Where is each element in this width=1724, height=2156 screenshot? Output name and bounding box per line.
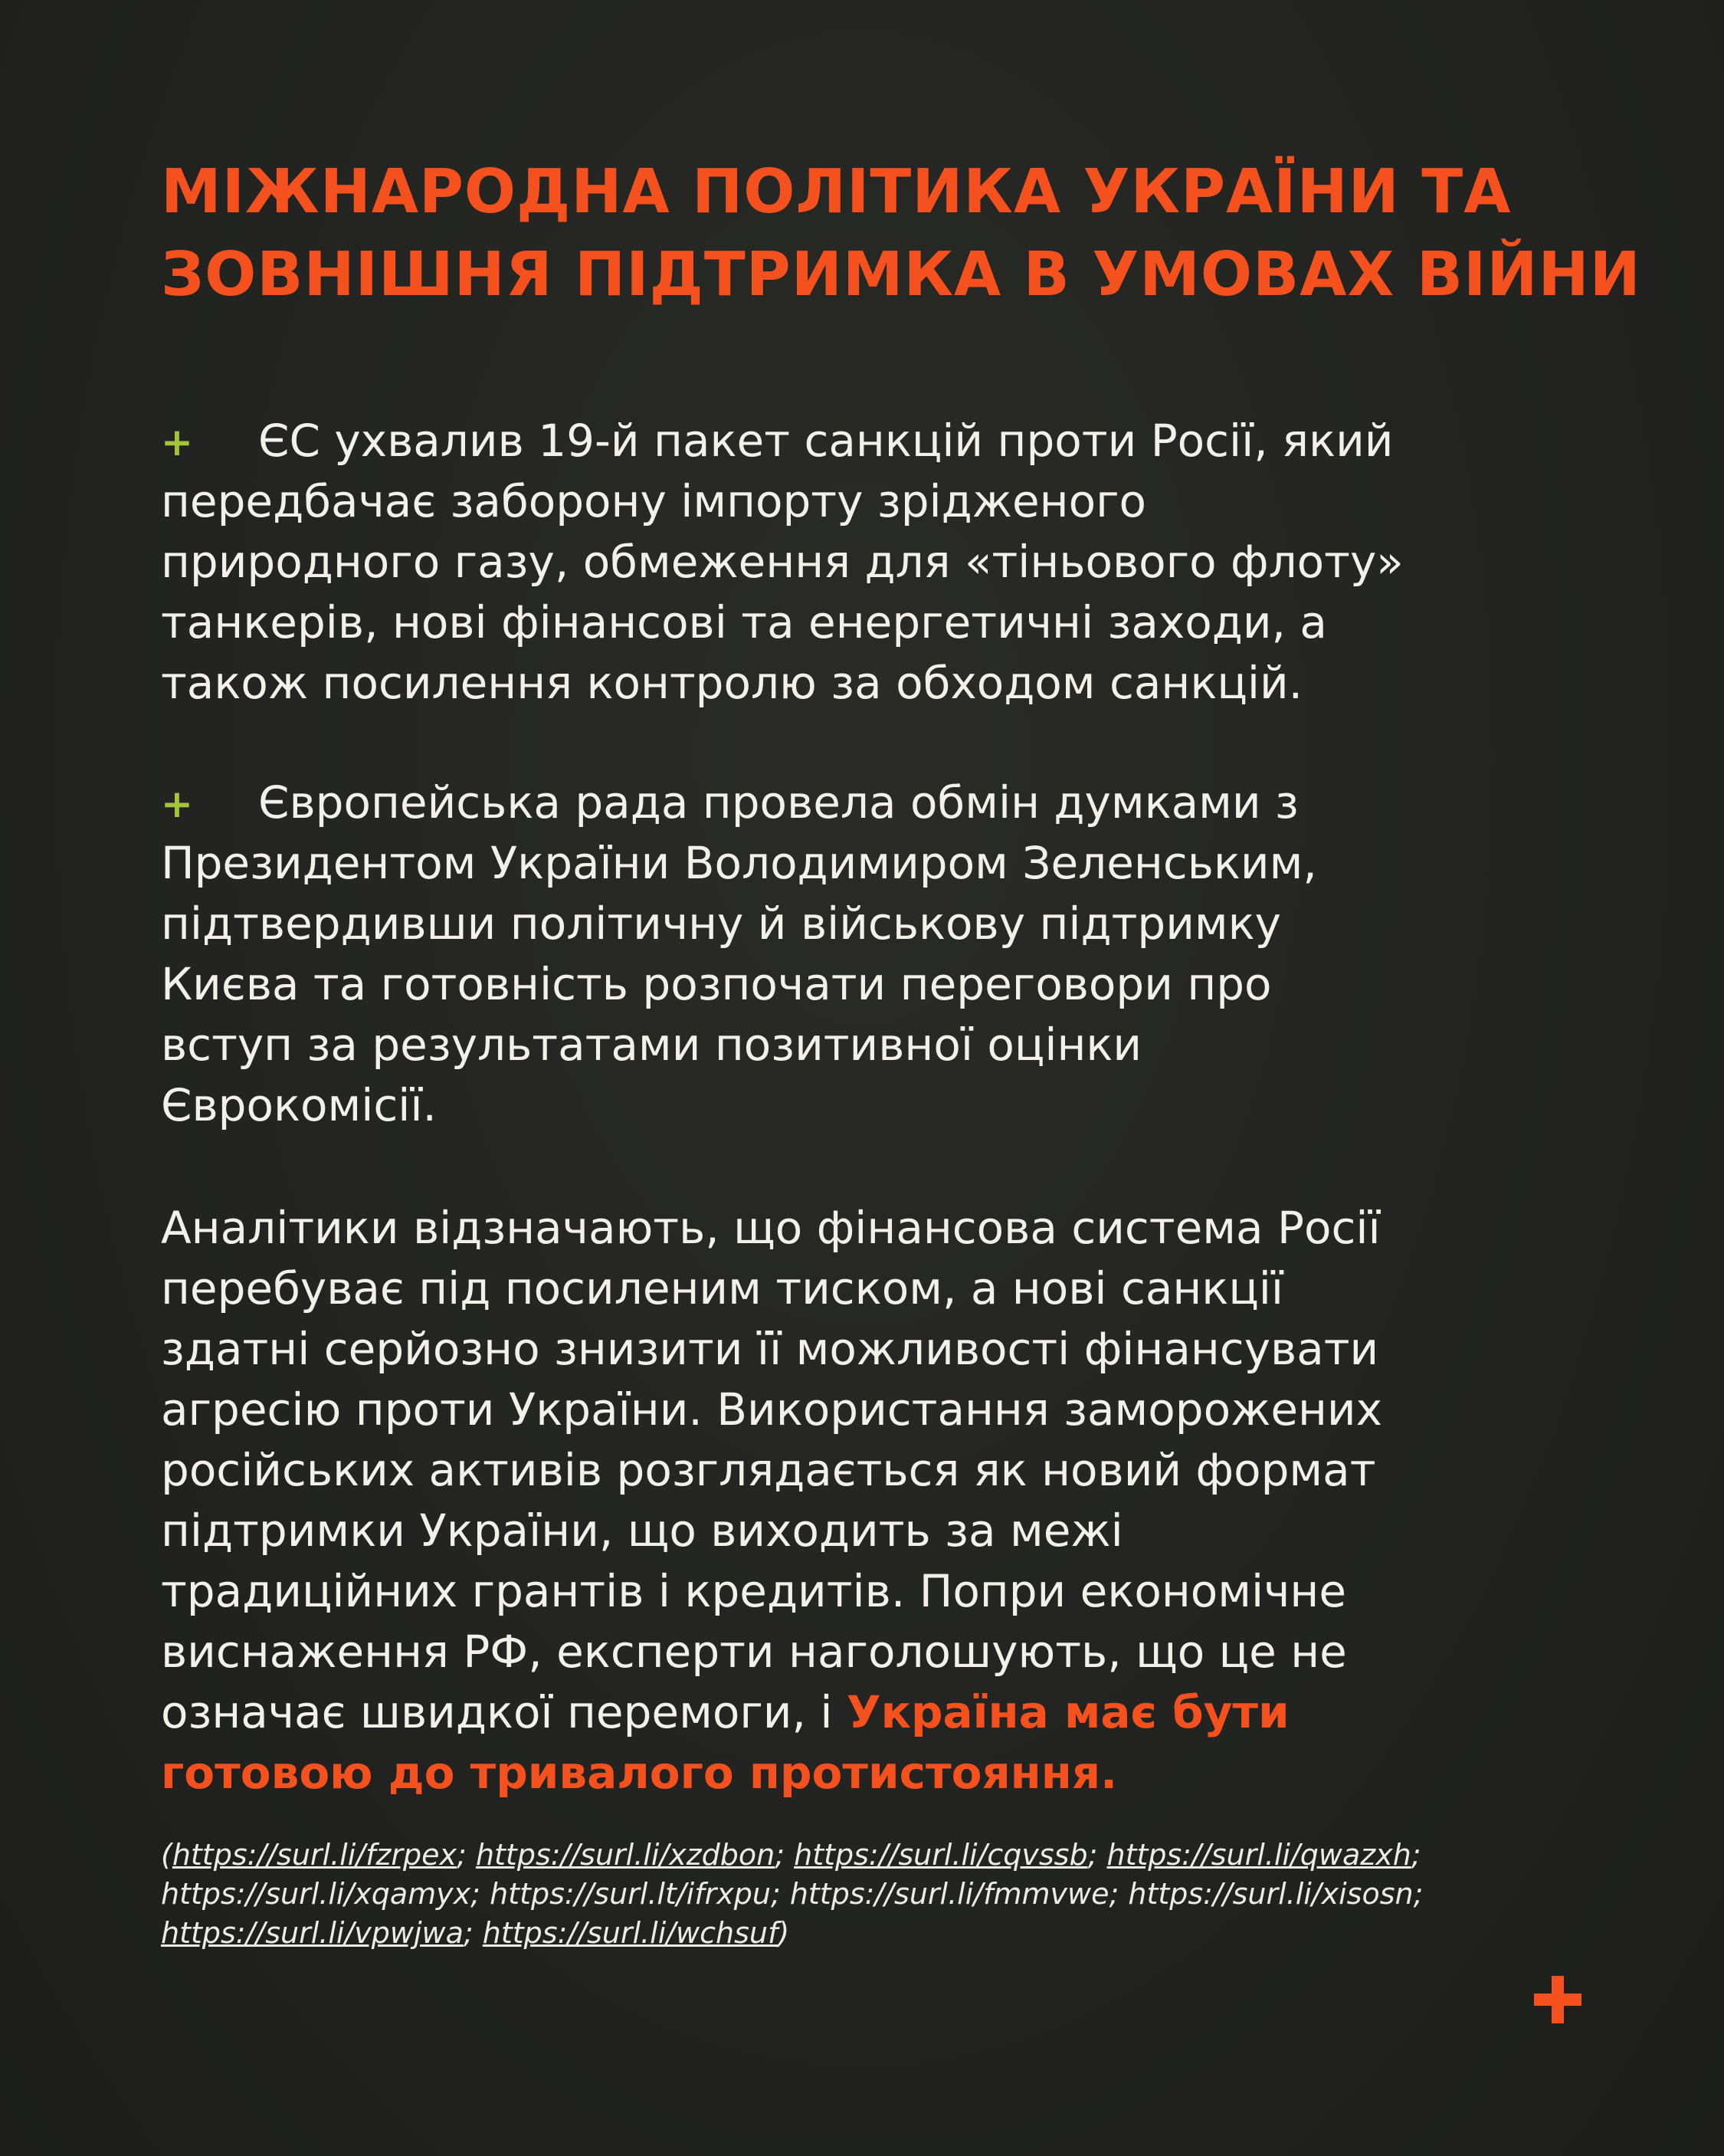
bullet-text: підтвердивши політичну й військову підтримку (161, 898, 1282, 950)
paragraph-line: означає швидкої перемоги, і (161, 1686, 847, 1738)
source-separator: ; (1411, 1838, 1421, 1872)
source-link[interactable]: https://surl.li/vpwjwa (161, 1916, 464, 1950)
source-link[interactable]: https://surl.li/xzdbon (475, 1838, 775, 1872)
bullet-text: танкерів, нові фінансові та енергетичні заходи, а (161, 596, 1327, 648)
source-link[interactable]: https://surl.li/xisosn (1128, 1877, 1414, 1911)
paragraph-line: перебуває під посиленим тиском, а нові санкції (161, 1262, 1284, 1314)
sources-bracket: ) (778, 1916, 790, 1950)
source-link[interactable]: https://surl.li/qwazxh (1106, 1838, 1411, 1872)
paragraph-line: виснаження РФ, експерти наголошують, що це не (161, 1626, 1347, 1678)
sources-list (161, 1836, 1617, 1953)
source-separator: ; (770, 1877, 790, 1911)
source-link[interactable]: https://surl.li/cqvssb (794, 1838, 1088, 1872)
paragraph-line: підтримки України, що виходить за межі (161, 1505, 1123, 1557)
plus-icon (1534, 1976, 1581, 2023)
bullet-item (161, 773, 1617, 1136)
source-link[interactable]: https://surl.lt/ifrxpu (490, 1877, 771, 1911)
bullet-text: Європейська рада провела обмін думками з (258, 776, 1299, 829)
bullet-text: Президентом України Володимиром Зеленським, (161, 837, 1317, 889)
highlight-text: готовою до тривалого протистояння. (161, 1747, 1118, 1799)
bullet-item (161, 411, 1617, 714)
bullet-text: також посилення контролю за обходом санкцій. (161, 657, 1303, 709)
paragraph-line: російських активів розглядається як новий формат (161, 1444, 1376, 1496)
bullet-text: Єврокомісії. (161, 1079, 437, 1131)
paragraph-line: агресію проти України. Використання заморожених (161, 1383, 1382, 1436)
source-separator: ; (457, 1838, 476, 1872)
highlight-text: Україна має бути (846, 1686, 1290, 1738)
paragraph-line: здатні серйозно знизити її можливості фінансувати (161, 1323, 1379, 1375)
title-line: ЗОВНІШНЯ ПІДТРИМКА В УМОВАХ ВІЙНИ (161, 239, 1641, 310)
bullet-plus-icon: + (161, 782, 193, 826)
paragraph-line: традиційних грантів і кредитів. Попри економічне (161, 1565, 1347, 1617)
source-link[interactable]: https://surl.li/fmmvwe (789, 1877, 1109, 1911)
source-separator: ; (1109, 1877, 1129, 1911)
bullet-plus-icon: + (161, 420, 193, 464)
bullet-text: Києва та готовність розпочати переговори про (161, 958, 1272, 1010)
source-link[interactable]: https://surl.li/xqamyx (161, 1877, 471, 1911)
source-separator: ; (463, 1916, 483, 1950)
bullet-text: передбачає заборону імпорту зрідженого (161, 475, 1147, 527)
bullet-text: вступ за результатами позитивної оцінки (161, 1019, 1142, 1071)
paragraph-line: Аналітики відзначають, що фінансова система Росії (161, 1202, 1381, 1254)
source-separator: ; (775, 1838, 795, 1872)
source-link[interactable]: https://surl.li/fzrpex (172, 1838, 457, 1872)
bullet-text: ЄС ухвалив 19-й пакет санкцій проти Росії, який (258, 415, 1394, 467)
source-link[interactable]: https://surl.li/wchsuf (482, 1916, 778, 1950)
source-separator: ; (1087, 1838, 1107, 1872)
analysis-paragraph (161, 1198, 1617, 1803)
source-separator: ; (470, 1877, 490, 1911)
title-line: МІЖНАРОДНА ПОЛІТИКА УКРАЇНИ ТА (161, 156, 1512, 227)
sources-bracket: ( (161, 1838, 172, 1872)
source-separator: ; (1413, 1877, 1424, 1911)
page-title (161, 150, 1641, 316)
bullet-text: природного газу, обмеження для «тіньового флоту» (161, 536, 1404, 588)
